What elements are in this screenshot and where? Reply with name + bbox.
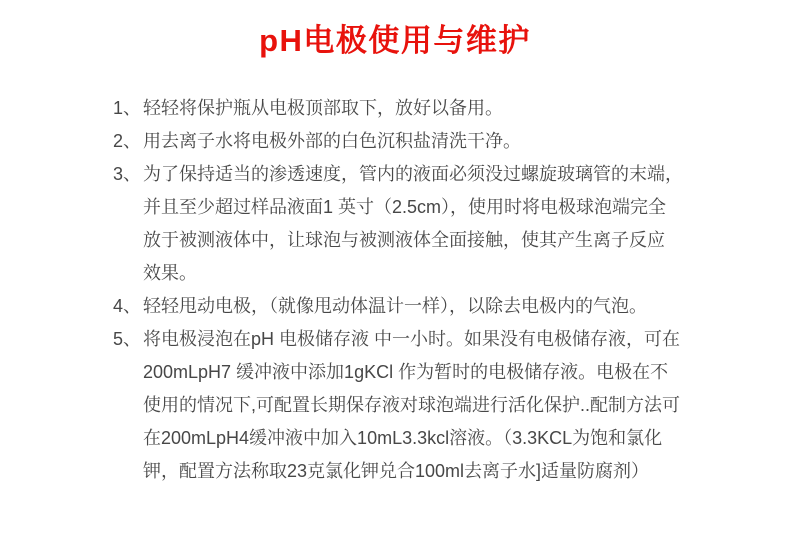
list-item-line: 用去离子水将电极外部的白色沉积盐清洗干净。 (143, 131, 521, 151)
list-item (113, 290, 790, 323)
list-item-line: 使用的情况下,可配置长期保存液对球泡端进行活化保护..配制方法可 (143, 395, 680, 415)
list-item-line: 为了保持适当的渗透速度，管内的液面必须没过螺旋玻璃管的末端， (143, 164, 683, 184)
list-item-number: 1、 (113, 98, 142, 118)
list-item (113, 158, 790, 290)
list-item-line: 效果。 (143, 263, 197, 283)
list-item-content (143, 92, 688, 125)
list-item-number: 5、 (113, 329, 142, 349)
list-item (113, 92, 790, 125)
list-item-content (143, 323, 688, 488)
list-item-number: 3、 (113, 164, 142, 184)
list-item-line: 钾，配置方法称取23克氯化钾兑合100ml去离子水]适量防腐剂） (143, 461, 650, 481)
list-item-number: 4、 (113, 296, 142, 316)
list-item-content (143, 290, 688, 323)
list-item (113, 125, 790, 158)
list-item-line: 轻轻甩动电极，（就像甩动体温计一样），以除去电极内的气泡。 (143, 296, 647, 316)
list-item-line: 200mLpH7 缓冲液中添加1gKCl 作为暂时的电极储存液。电极在不 (143, 362, 669, 382)
list-item-content (143, 125, 688, 158)
instruction-list (0, 92, 790, 488)
list-item-line: 在200mLpH4缓冲液中加入10mL3.3kcl溶液。（3.3KCL为饱和氯化 (143, 428, 663, 448)
list-item-line: 轻轻将保护瓶从电极顶部取下，放好以备用。 (143, 98, 503, 118)
list-item-line: 放于被测液体中，让球泡与被测液体全面接触，使其产生离子反应 (143, 230, 665, 250)
list-item (113, 323, 790, 488)
page-title: pH电极使用与维护 (259, 23, 531, 58)
list-item-content (143, 158, 688, 290)
list-item-line: 并且至少超过样品液面1 英寸（2.5cm），使用时将电极球泡端完全 (143, 197, 667, 217)
list-item-line: 将电极浸泡在pH 电极储存液 中一小时。如果没有电极储存液，可在 (143, 329, 681, 349)
list-item-number: 2、 (113, 131, 142, 151)
